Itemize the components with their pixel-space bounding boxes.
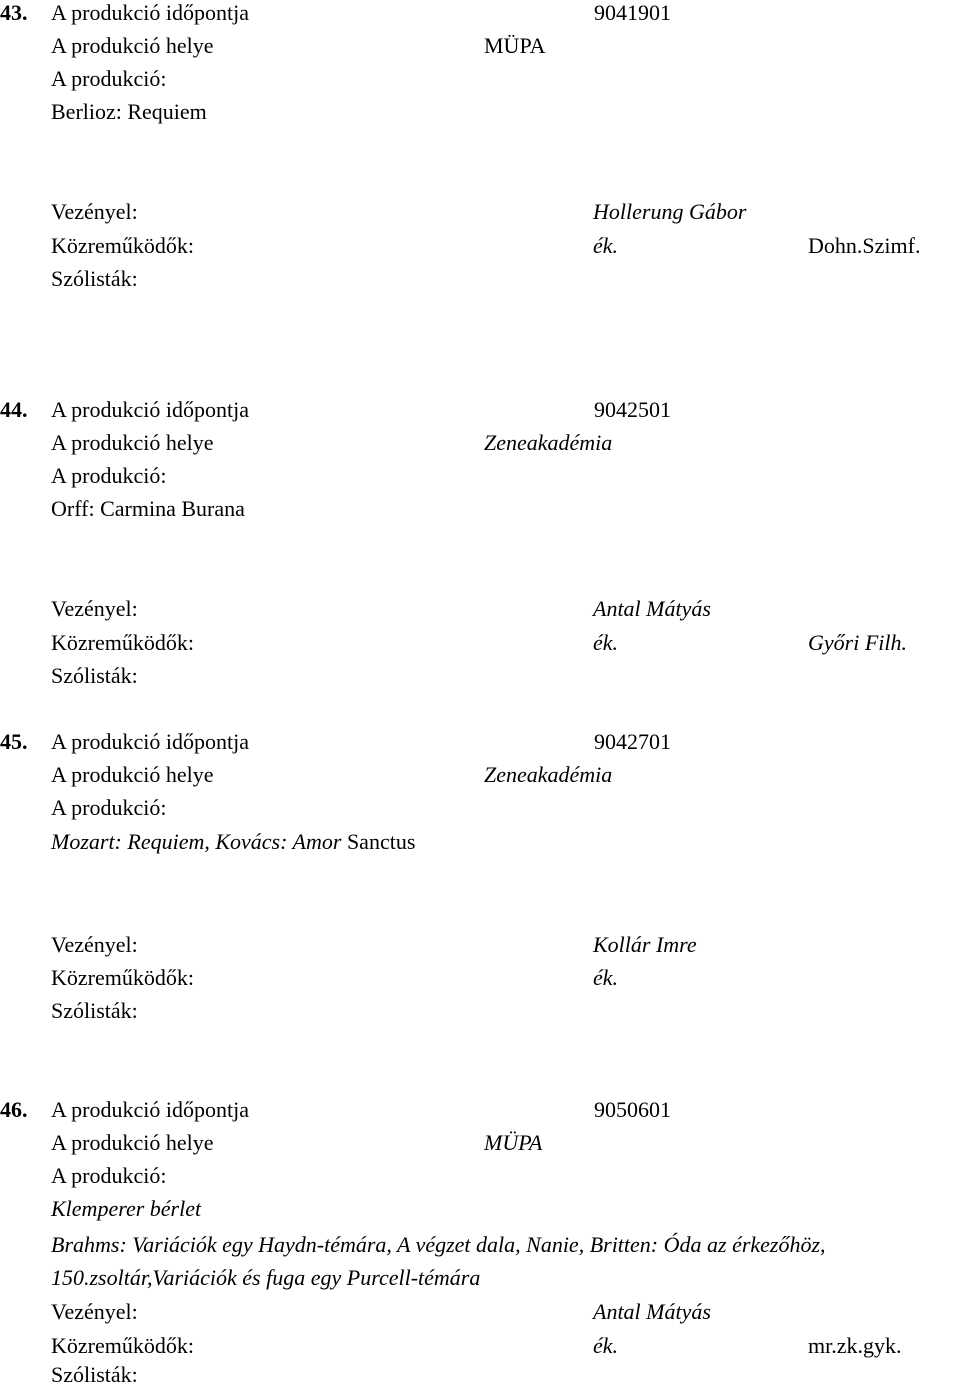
conductor-value: Antal Mátyás	[593, 1299, 711, 1324]
production-label: A produkció:	[51, 1163, 167, 1188]
date-value: 9042701	[594, 729, 671, 754]
entry-number: 46.	[0, 1097, 28, 1122]
soloists-label: Szólisták:	[51, 663, 138, 688]
entry-number: 45.	[0, 729, 28, 754]
date-value: 9050601	[594, 1097, 671, 1122]
conductor-label: Vezényel:	[51, 596, 138, 621]
conductor-label: Vezényel:	[51, 1299, 138, 1324]
production-label: A produkció:	[51, 66, 167, 91]
participants-orchestra: mr.zk.gyk.	[808, 1333, 902, 1358]
work-title-line2: 150.zsoltár,Variációk és fuga egy Purcell-témára	[51, 1265, 481, 1290]
place-label: A produkció helye	[51, 33, 214, 58]
work-title-line1: Brahms: Variációk egy Haydn-témára, A végzet dala, Nanie, Britten: Óda az érkezőhöz,	[51, 1232, 826, 1257]
entry-number: 44.	[0, 397, 28, 422]
time-label: A produkció időpontja	[51, 1097, 249, 1122]
date-value: 9042501	[594, 397, 671, 422]
place-label: A produkció helye	[51, 762, 214, 787]
conductor-value: Antal Mátyás	[593, 596, 711, 621]
work-title	[51, 829, 415, 855]
place-value: MÜPA	[484, 33, 546, 58]
participants-label: Közreműködők:	[51, 965, 194, 990]
conductor-label: Vezényel:	[51, 199, 138, 224]
participants-label: Közreműködők:	[51, 1333, 194, 1358]
participants-choir: ék.	[593, 233, 619, 258]
place-label: A produkció helye	[51, 430, 214, 455]
production-label: A produkció:	[51, 795, 167, 820]
place-label: A produkció helye	[51, 1130, 214, 1155]
participants-choir: ék.	[593, 1333, 619, 1358]
conductor-value: Kollár Imre	[593, 932, 697, 957]
time-label: A produkció időpontja	[51, 729, 249, 754]
conductor-value: Hollerung Gábor	[593, 199, 747, 224]
place-value: Zeneakadémia	[484, 430, 613, 455]
work-title: Orff: Carmina Burana	[51, 496, 245, 521]
participants-orchestra: Dohn.Szimf.	[808, 233, 921, 258]
production-label: A produkció:	[51, 463, 167, 488]
place-value: MÜPA	[484, 1130, 543, 1155]
work-title: Berlioz: Requiem	[51, 99, 207, 124]
date-value: 9041901	[594, 0, 671, 25]
entry-number: 43.	[0, 0, 28, 25]
soloists-label: Szólisták:	[51, 1362, 138, 1387]
conductor-label: Vezényel:	[51, 932, 138, 957]
participants-label: Közreműködők:	[51, 233, 194, 258]
participants-orchestra: Győri Filh.	[808, 630, 907, 655]
soloists-label: Szólisták:	[51, 998, 138, 1023]
work-title-tail: Sanctus	[346, 829, 416, 854]
series-title: Klemperer bérlet	[51, 1196, 202, 1221]
time-label: A produkció időpontja	[51, 0, 249, 25]
participants-label: Közreműködők:	[51, 630, 194, 655]
soloists-label: Szólisták:	[51, 266, 138, 291]
time-label: A produkció időpontja	[51, 397, 249, 422]
work-title-italic: Mozart: Requiem, Kovács: Amor	[51, 829, 342, 854]
participants-choir: ék.	[593, 965, 619, 990]
place-value: Zeneakadémia	[484, 762, 613, 787]
participants-choir: ék.	[593, 630, 619, 655]
